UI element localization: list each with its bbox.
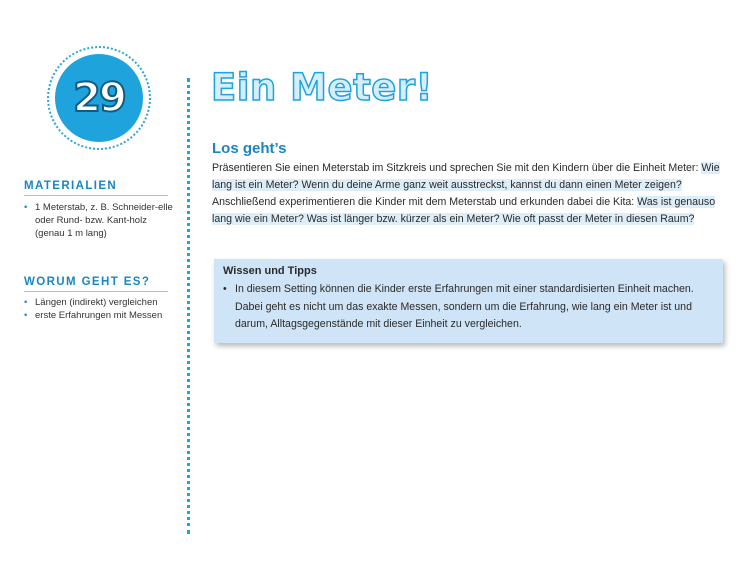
page-title: Ein Meter!	[211, 66, 433, 109]
bullet-icon: •	[24, 310, 28, 321]
purpose-rule	[24, 291, 168, 292]
highlighted-question-1: Wie lang ist ein Meter? Wenn du deine Arme ganz weit ausstreckst, kannst du dann einen Meter zeigen?	[212, 162, 720, 191]
activity-number-badge	[55, 54, 143, 142]
highlighted-question-2: Was ist genauso lang wie ein Meter? Was ist länger bzw. kürzer als ein Meter? Wie oft passt der Meter in diesen Raum?	[212, 196, 716, 225]
purpose-list	[24, 296, 174, 322]
materials-rule	[24, 195, 168, 196]
section-heading: Los geht’s	[212, 140, 287, 157]
paragraph-middle: Anschließend experimentieren die Kinder mit dem Meterstab und erkunden dabei die Kita:	[212, 196, 638, 208]
activity-number: 29	[73, 75, 125, 121]
bullet-icon: •	[24, 202, 28, 213]
list-item	[223, 281, 715, 334]
list-item-text: erste Erfahrungen mit Messen	[35, 310, 163, 321]
list-item	[24, 309, 174, 322]
list-item-text: Längen (indirekt) vergleichen	[35, 297, 158, 308]
list-item-text: In diesem Setting können die Kinder erste Erfahrungen mit einer standardisierten Einheit machen. Dabei geht es nicht um das exakte Messen, sondern um die Erfahrung, wie lang ein Meter ist und darum, Alltagsgegenstände mit dieser Einheit zu vergleichen.	[235, 283, 694, 330]
materials-heading: MATERIALIEN	[24, 180, 118, 192]
dotted-divider	[187, 78, 190, 534]
materials-list	[24, 201, 174, 240]
bullet-icon: •	[223, 283, 227, 295]
list-item	[24, 296, 174, 309]
list-item	[24, 201, 174, 240]
bullet-icon: •	[24, 297, 28, 308]
tips-list	[223, 281, 715, 334]
tips-box	[214, 259, 723, 343]
purpose-heading: WORUM GEHT ES?	[24, 276, 151, 288]
list-item-text: 1 Meterstab, z. B. Schneider-elle oder Rund- bzw. Kant-holz (genau 1 m lang)	[35, 202, 173, 239]
tips-heading: Wissen und Tipps	[223, 265, 317, 277]
intro-paragraph	[212, 160, 734, 228]
paragraph-intro: Präsentieren Sie einen Meterstab im Sitzkreis und sprechen Sie mit den Kindern über die Einheit Meter:	[212, 162, 702, 174]
